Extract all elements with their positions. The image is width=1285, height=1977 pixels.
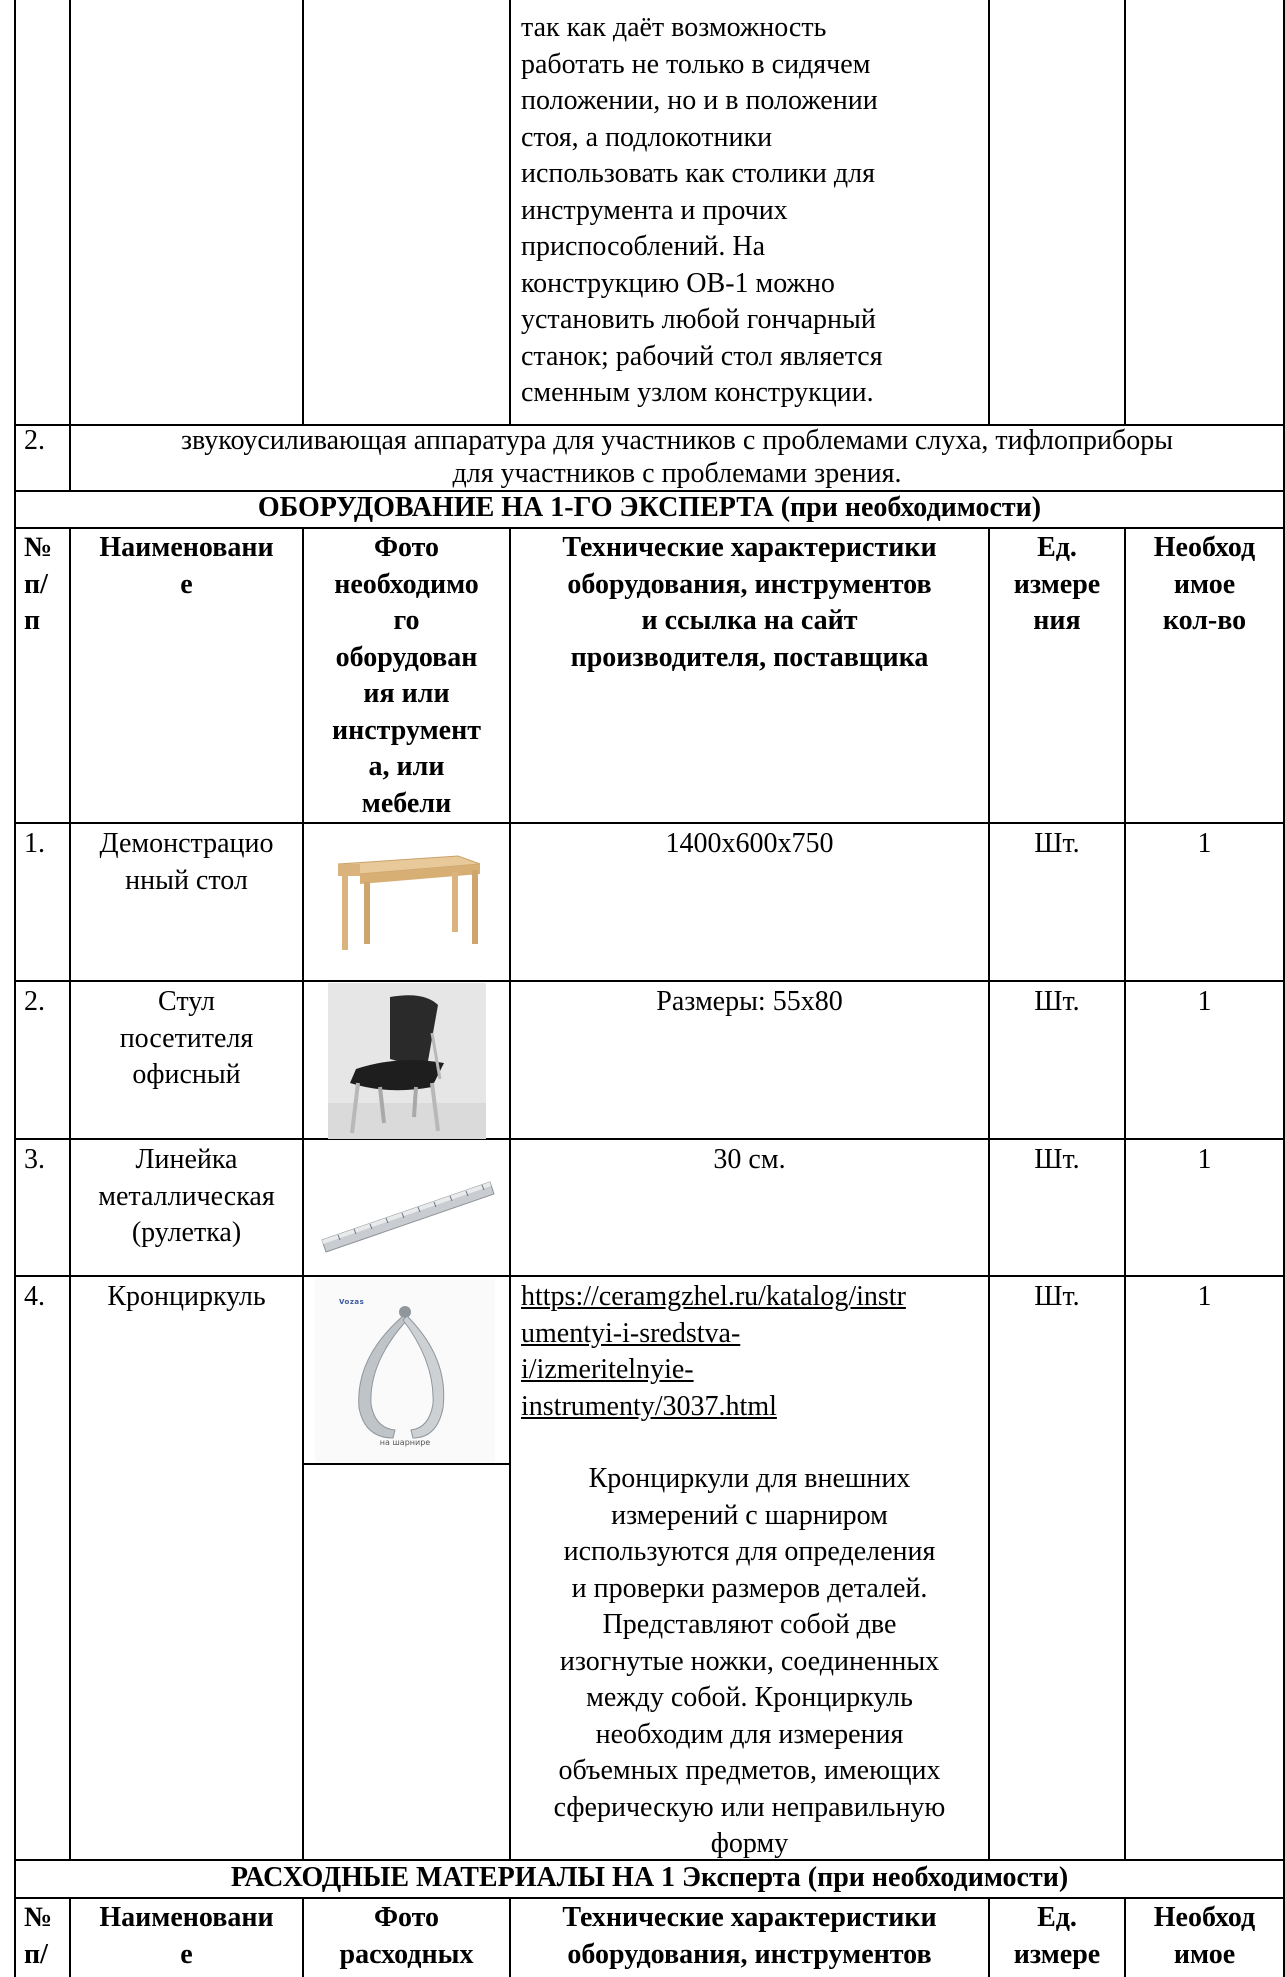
caliper-photo-label: на шарнире bbox=[379, 1438, 431, 1447]
text-line: сменным узлом конструкции. bbox=[521, 377, 874, 408]
text-line: положении, но и в положении bbox=[521, 85, 878, 116]
header2-photo: Фото расходных bbox=[339, 1902, 474, 1970]
manufacturer-link-part[interactable]: umentyi-i-sredstva- bbox=[521, 1317, 741, 1349]
header1-name: Наименовани е bbox=[99, 532, 274, 600]
header1-unit: Ед. измере ния bbox=[1013, 532, 1101, 636]
caliper-photo bbox=[315, 1278, 495, 1462]
item-name: Стул посетителя офисный bbox=[119, 986, 254, 1090]
text-line: использовать как столики для bbox=[521, 158, 876, 189]
manufacturer-link-part[interactable]: instrumenty/3037.html bbox=[521, 1390, 777, 1422]
header1-qty: Необход имое кол-во bbox=[1153, 532, 1256, 636]
caliper-shape bbox=[315, 1278, 495, 1462]
item-unit: Шт. bbox=[1034, 986, 1080, 1017]
text-line: приспособлений. На bbox=[521, 231, 766, 262]
item-name: Кронциркуль bbox=[107, 1281, 266, 1312]
chair-photo bbox=[328, 983, 486, 1139]
item-unit: Шт. bbox=[1034, 828, 1080, 859]
text-line: конструкцию ОВ-1 можно bbox=[521, 267, 835, 299]
row2-line1: звукоусиливающая аппаратура для участников с проблемами слуха, тифлоприборы bbox=[180, 425, 1174, 456]
table-photo bbox=[334, 846, 482, 952]
item-tech: 1400х600х750 bbox=[665, 828, 834, 859]
row2-number: 2. bbox=[24, 425, 45, 456]
text-line: стоя, а подлокотники bbox=[521, 121, 773, 153]
header1-tech: Технические характеристики оборудования, инструментов и ссылка на сайт производителя, поставщика bbox=[562, 532, 937, 673]
text-line: инструмента и прочих bbox=[521, 194, 788, 226]
section-title-consumables: РАСХОДНЫЕ МАТЕРИАЛЫ НА 1 Эксперта (при необходимости) bbox=[230, 1862, 1069, 1893]
item-name: Линейка металлическая (рулетка) bbox=[98, 1144, 275, 1248]
item-unit: Шт. bbox=[1034, 1144, 1080, 1175]
item-number: 3. bbox=[24, 1144, 45, 1175]
item-tech: Размеры: 55х80 bbox=[656, 986, 843, 1017]
text-line: работать не только в сидячем bbox=[521, 48, 871, 80]
header1-num: № п/ п bbox=[24, 532, 53, 636]
ruler-photo bbox=[318, 1166, 498, 1258]
item-qty: 1 bbox=[1197, 1281, 1212, 1312]
text-line: так как даёт возможность bbox=[521, 12, 827, 43]
item-name: Демонстрацио нный стол bbox=[99, 828, 274, 896]
text-line: установить любой гончарный bbox=[521, 304, 876, 335]
border-left bbox=[14, 0, 16, 1977]
section-title-equipment: ОБОРУДОВАНИЕ НА 1-ГО ЭКСПЕРТА (при необходимости) bbox=[257, 492, 1042, 523]
header2-unit: Ед. измере bbox=[1013, 1902, 1101, 1970]
item-number: 4. bbox=[24, 1281, 45, 1312]
item-link[interactable] bbox=[521, 1279, 981, 1425]
item-qty: 1 bbox=[1197, 828, 1212, 859]
manufacturer-link-part[interactable]: https://ceramgzhel.ru/katalog/instr bbox=[521, 1281, 906, 1312]
header2-tech: Технические характеристики оборудования, инструментов bbox=[562, 1902, 937, 1970]
caliper-brand-logo: Vozas bbox=[339, 1298, 365, 1306]
item-qty: 1 bbox=[1197, 986, 1212, 1017]
header2-name: Наименовани е bbox=[99, 1902, 274, 1970]
text-line: станок; рабочий стол является bbox=[521, 340, 883, 372]
item-description: Кронциркули для внешних измерений с шарниром используются для определения и проверки размеров деталей. Представляют собой две изогнутые ножки, соединенных между собой. Кронциркуль необходим для измерения объемных предметов, имеющих сферическую или неправильную форму bbox=[553, 1463, 946, 1859]
header1-photo: Фото необходимо го оборудован ия или инструмент а, или мебели bbox=[331, 532, 481, 819]
item-qty: 1 bbox=[1197, 1144, 1212, 1175]
item-number: 2. bbox=[24, 986, 45, 1017]
item-tech: 30 см. bbox=[713, 1144, 786, 1175]
header2-num: № п/ bbox=[24, 1902, 53, 1970]
item-number: 1. bbox=[24, 828, 45, 859]
manufacturer-link-part[interactable]: i/izmeritelnyie- bbox=[521, 1354, 694, 1385]
row2-line2: для участников с проблемами зрения. bbox=[452, 458, 902, 489]
header2-qty: Необход имое bbox=[1153, 1902, 1256, 1970]
item-unit: Шт. bbox=[1034, 1281, 1080, 1312]
top-row-description bbox=[521, 10, 981, 412]
